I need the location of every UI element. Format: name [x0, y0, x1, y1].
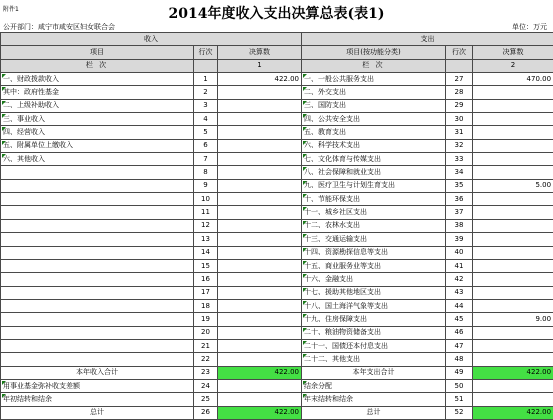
unit-label: 单位：万元: [512, 23, 547, 31]
expense-total-row-no: 51: [446, 393, 473, 406]
table-row: [1, 233, 553, 246]
income-total-amount: 422.00: [218, 366, 302, 379]
expense-item-cell: 十八、国土海洋气象等支出: [302, 299, 446, 312]
expense-row-no-header: 行次: [446, 46, 473, 59]
expense-item-header: 项目(按功能分类): [302, 46, 446, 59]
expense-item-cell: 八、社会保障和就业支出: [302, 166, 446, 179]
income-row-no-cell: 13: [194, 233, 218, 246]
income-item-cell: [1, 246, 194, 259]
expense-total-amount: [473, 393, 553, 406]
income-item-cell: 六、其他收入: [1, 153, 194, 166]
table-row: [1, 193, 553, 206]
income-item-cell: [1, 219, 194, 232]
table-row: [1, 86, 553, 99]
expense-amount-header: 决算数: [473, 46, 553, 59]
income-amount-cell: [218, 166, 302, 179]
table-row: [1, 246, 553, 259]
income-row-no-cell: 5: [194, 126, 218, 139]
income-amount-cell: [218, 299, 302, 312]
expense-amount-cell: [473, 259, 553, 272]
expense-row-no-cell: 34: [446, 166, 473, 179]
expense-row-no-cell: 41: [446, 259, 473, 272]
income-col-label: 栏 次: [1, 59, 194, 72]
expense-total-label: 总计: [302, 406, 446, 419]
expense-row-no-cell: 30: [446, 113, 473, 126]
expense-row-no-cell: 37: [446, 206, 473, 219]
income-row-no-cell: 14: [194, 246, 218, 259]
expense-item-cell: 七、文化体育与传媒支出: [302, 153, 446, 166]
income-row-no-cell: 17: [194, 286, 218, 299]
income-item-cell: [1, 259, 194, 272]
expense-row-no-cell: 38: [446, 219, 473, 232]
income-total-label: 本年收入合计: [1, 366, 194, 379]
expense-total-row-no: 50: [446, 379, 473, 392]
income-total-amount: [218, 379, 302, 392]
expense-item-cell: 十七、援助其他地区支出: [302, 286, 446, 299]
total-row: [1, 379, 553, 392]
expense-row-no-cell: 33: [446, 153, 473, 166]
expense-row-no-cell: 43: [446, 286, 473, 299]
expense-amount-cell: [473, 299, 553, 312]
column-index-row: [1, 59, 553, 72]
income-total-row-no: 25: [194, 393, 218, 406]
income-item-cell: [1, 313, 194, 326]
income-total-row-no: 26: [194, 406, 218, 419]
expense-amount-cell: [473, 246, 553, 259]
income-row-no-header: 行次: [194, 46, 218, 59]
expense-col-label: 栏 次: [302, 59, 446, 72]
expense-item-cell: 十二、农林水支出: [302, 219, 446, 232]
expense-item-cell: 五、教育支出: [302, 126, 446, 139]
attachment-label: 附件1: [3, 6, 19, 13]
income-amount-header: 决算数: [218, 46, 302, 59]
total-row: [1, 406, 553, 419]
income-amount-cell: [218, 313, 302, 326]
income-amount-cell: [218, 126, 302, 139]
income-item-cell: [1, 233, 194, 246]
table-row: [1, 179, 553, 192]
income-amount-cell: [218, 139, 302, 152]
income-amount-cell: [218, 326, 302, 339]
expense-amount-cell: [473, 206, 553, 219]
income-row-no-cell: 22: [194, 353, 218, 366]
table-row: [1, 166, 553, 179]
expense-amount-cell: 9.00: [473, 313, 553, 326]
income-total-label: 用事业基金弥补收支差额: [1, 379, 194, 392]
income-section-header: 收入: [1, 33, 302, 46]
expense-item-cell: 一、一般公共服务支出: [302, 73, 446, 86]
table-row: [1, 273, 553, 286]
income-amount-cell: [218, 179, 302, 192]
income-amount-cell: [218, 286, 302, 299]
table-row: [1, 113, 553, 126]
income-total-label: 年初结转和结余: [1, 393, 194, 406]
table-row: [1, 99, 553, 112]
income-item-cell: [1, 286, 194, 299]
expense-row-no-cell: 47: [446, 339, 473, 352]
income-item-header: 项目: [1, 46, 194, 59]
income-row-no-cell: 4: [194, 113, 218, 126]
income-row-no-cell: 15: [194, 259, 218, 272]
expense-amount-cell: [473, 139, 553, 152]
expense-total-label: 结余分配: [302, 379, 446, 392]
income-amount-cell: [218, 353, 302, 366]
income-amount-cell: [218, 339, 302, 352]
expense-amount-cell: [473, 99, 553, 112]
expense-amount-cell: [473, 233, 553, 246]
expense-col-blank: [446, 59, 473, 72]
expense-amount-cell: [473, 286, 553, 299]
expense-item-cell: 二十二、其他支出: [302, 353, 446, 366]
expense-amount-cell: [473, 273, 553, 286]
expense-row-no-cell: 27: [446, 73, 473, 86]
expense-row-no-cell: 39: [446, 233, 473, 246]
income-row-no-cell: 21: [194, 339, 218, 352]
expense-col-number: 2: [473, 59, 553, 72]
income-amount-cell: [218, 99, 302, 112]
table-row: [1, 219, 553, 232]
expense-row-no-cell: 42: [446, 273, 473, 286]
expense-amount-cell: [473, 193, 553, 206]
table-row: [1, 206, 553, 219]
income-item-cell: 三、事业收入: [1, 113, 194, 126]
expense-row-no-cell: 35: [446, 179, 473, 192]
table-row: [1, 339, 553, 352]
income-item-cell: [1, 179, 194, 192]
income-row-no-cell: 1: [194, 73, 218, 86]
expense-amount-cell: [473, 153, 553, 166]
expense-item-cell: 二、外交支出: [302, 86, 446, 99]
income-amount-cell: [218, 259, 302, 272]
expense-item-cell: 十九、住房保障支出: [302, 313, 446, 326]
expense-amount-cell: [473, 86, 553, 99]
expense-amount-cell: [473, 219, 553, 232]
expense-total-label: 本年支出合计: [302, 366, 446, 379]
income-item-cell: [1, 166, 194, 179]
table-row: [1, 153, 553, 166]
expense-row-no-cell: 46: [446, 326, 473, 339]
income-amount-cell: [218, 193, 302, 206]
income-amount-cell: [218, 219, 302, 232]
income-item-cell: 其中：政府性基金: [1, 86, 194, 99]
expense-total-label: 年末结转和结余: [302, 393, 446, 406]
expense-row-no-cell: 40: [446, 246, 473, 259]
expense-item-cell: 十六、金融支出: [302, 273, 446, 286]
income-total-amount: 422.00: [218, 406, 302, 419]
expense-amount-cell: [473, 326, 553, 339]
column-header-row: [1, 46, 553, 59]
income-amount-cell: [218, 273, 302, 286]
expense-row-no-cell: 29: [446, 99, 473, 112]
expense-amount-cell: [473, 113, 553, 126]
income-item-cell: [1, 326, 194, 339]
income-row-no-cell: 11: [194, 206, 218, 219]
income-row-no-cell: 16: [194, 273, 218, 286]
income-row-no-cell: 9: [194, 179, 218, 192]
income-total-amount: [218, 393, 302, 406]
income-row-no-cell: 20: [194, 326, 218, 339]
expense-total-amount: 422.00: [473, 406, 553, 419]
income-amount-cell: [218, 206, 302, 219]
income-col-number: 1: [218, 59, 302, 72]
income-row-no-cell: 10: [194, 193, 218, 206]
expense-amount-cell: [473, 126, 553, 139]
expense-amount-cell: [473, 353, 553, 366]
table-row: [1, 259, 553, 272]
income-item-cell: 二、上级补助收入: [1, 99, 194, 112]
expense-item-cell: 十四、资源勘探信息等支出: [302, 246, 446, 259]
table-row: [1, 326, 553, 339]
expense-item-cell: 六、科学技术支出: [302, 139, 446, 152]
income-row-no-cell: 7: [194, 153, 218, 166]
expense-item-cell: 二十、粮油物资储备支出: [302, 326, 446, 339]
income-item-cell: [1, 353, 194, 366]
expense-row-no-cell: 32: [446, 139, 473, 152]
expense-item-cell: 二十一、国债还本付息支出: [302, 339, 446, 352]
table-row: [1, 73, 553, 86]
table-row: [1, 299, 553, 312]
income-expense-table: [0, 32, 553, 420]
income-amount-cell: [218, 113, 302, 126]
expense-section-header: 支出: [302, 33, 553, 46]
expense-item-cell: 十一、城乡社区支出: [302, 206, 446, 219]
expense-amount-cell: 470.00: [473, 73, 553, 86]
income-amount-cell: 422.00: [218, 73, 302, 86]
table-row: [1, 139, 553, 152]
income-item-cell: [1, 206, 194, 219]
income-row-no-cell: 12: [194, 219, 218, 232]
income-row-no-cell: 6: [194, 139, 218, 152]
table-row: [1, 353, 553, 366]
total-row: [1, 393, 553, 406]
expense-row-no-cell: 36: [446, 193, 473, 206]
department-label: 公开部门：咸宁市咸安区妇女联合会: [3, 23, 115, 31]
income-amount-cell: [218, 153, 302, 166]
expense-row-no-cell: 28: [446, 86, 473, 99]
expense-amount-cell: [473, 339, 553, 352]
expense-item-cell: 三、国防支出: [302, 99, 446, 112]
expense-item-cell: 九、医疗卫生与计划生育支出: [302, 179, 446, 192]
expense-item-cell: 十、节能环保支出: [302, 193, 446, 206]
expense-total-row-no: 49: [446, 366, 473, 379]
table-row: [1, 313, 553, 326]
income-item-cell: 一、财政拨款收入: [1, 73, 194, 86]
income-item-cell: 五、附属单位上缴收入: [1, 139, 194, 152]
total-row: [1, 366, 553, 379]
income-col-blank: [194, 59, 218, 72]
expense-total-amount: [473, 379, 553, 392]
expense-amount-cell: 5.00: [473, 179, 553, 192]
report-title: 2014年度收入支出决算总表(表1): [168, 6, 385, 22]
income-total-row-no: 23: [194, 366, 218, 379]
table-row: [1, 126, 553, 139]
income-total-row-no: 24: [194, 379, 218, 392]
expense-total-amount: 422.00: [473, 366, 553, 379]
expense-item-cell: 十五、商业服务业等支出: [302, 259, 446, 272]
income-amount-cell: [218, 233, 302, 246]
section-header-row: [1, 33, 553, 46]
expense-amount-cell: [473, 166, 553, 179]
income-amount-cell: [218, 86, 302, 99]
income-amount-cell: [218, 246, 302, 259]
income-row-no-cell: 3: [194, 99, 218, 112]
income-row-no-cell: 19: [194, 313, 218, 326]
expense-item-cell: 十三、交通运输支出: [302, 233, 446, 246]
expense-row-no-cell: 31: [446, 126, 473, 139]
expense-row-no-cell: 44: [446, 299, 473, 312]
table-row: [1, 286, 553, 299]
income-item-cell: 四、经营收入: [1, 126, 194, 139]
income-item-cell: [1, 273, 194, 286]
expense-row-no-cell: 48: [446, 353, 473, 366]
income-item-cell: [1, 339, 194, 352]
income-row-no-cell: 18: [194, 299, 218, 312]
income-total-label: 总计: [1, 406, 194, 419]
expense-total-row-no: 52: [446, 406, 473, 419]
expense-item-cell: 四、公共安全支出: [302, 113, 446, 126]
expense-row-no-cell: 45: [446, 313, 473, 326]
income-row-no-cell: 2: [194, 86, 218, 99]
income-item-cell: [1, 299, 194, 312]
income-item-cell: [1, 193, 194, 206]
income-row-no-cell: 8: [194, 166, 218, 179]
